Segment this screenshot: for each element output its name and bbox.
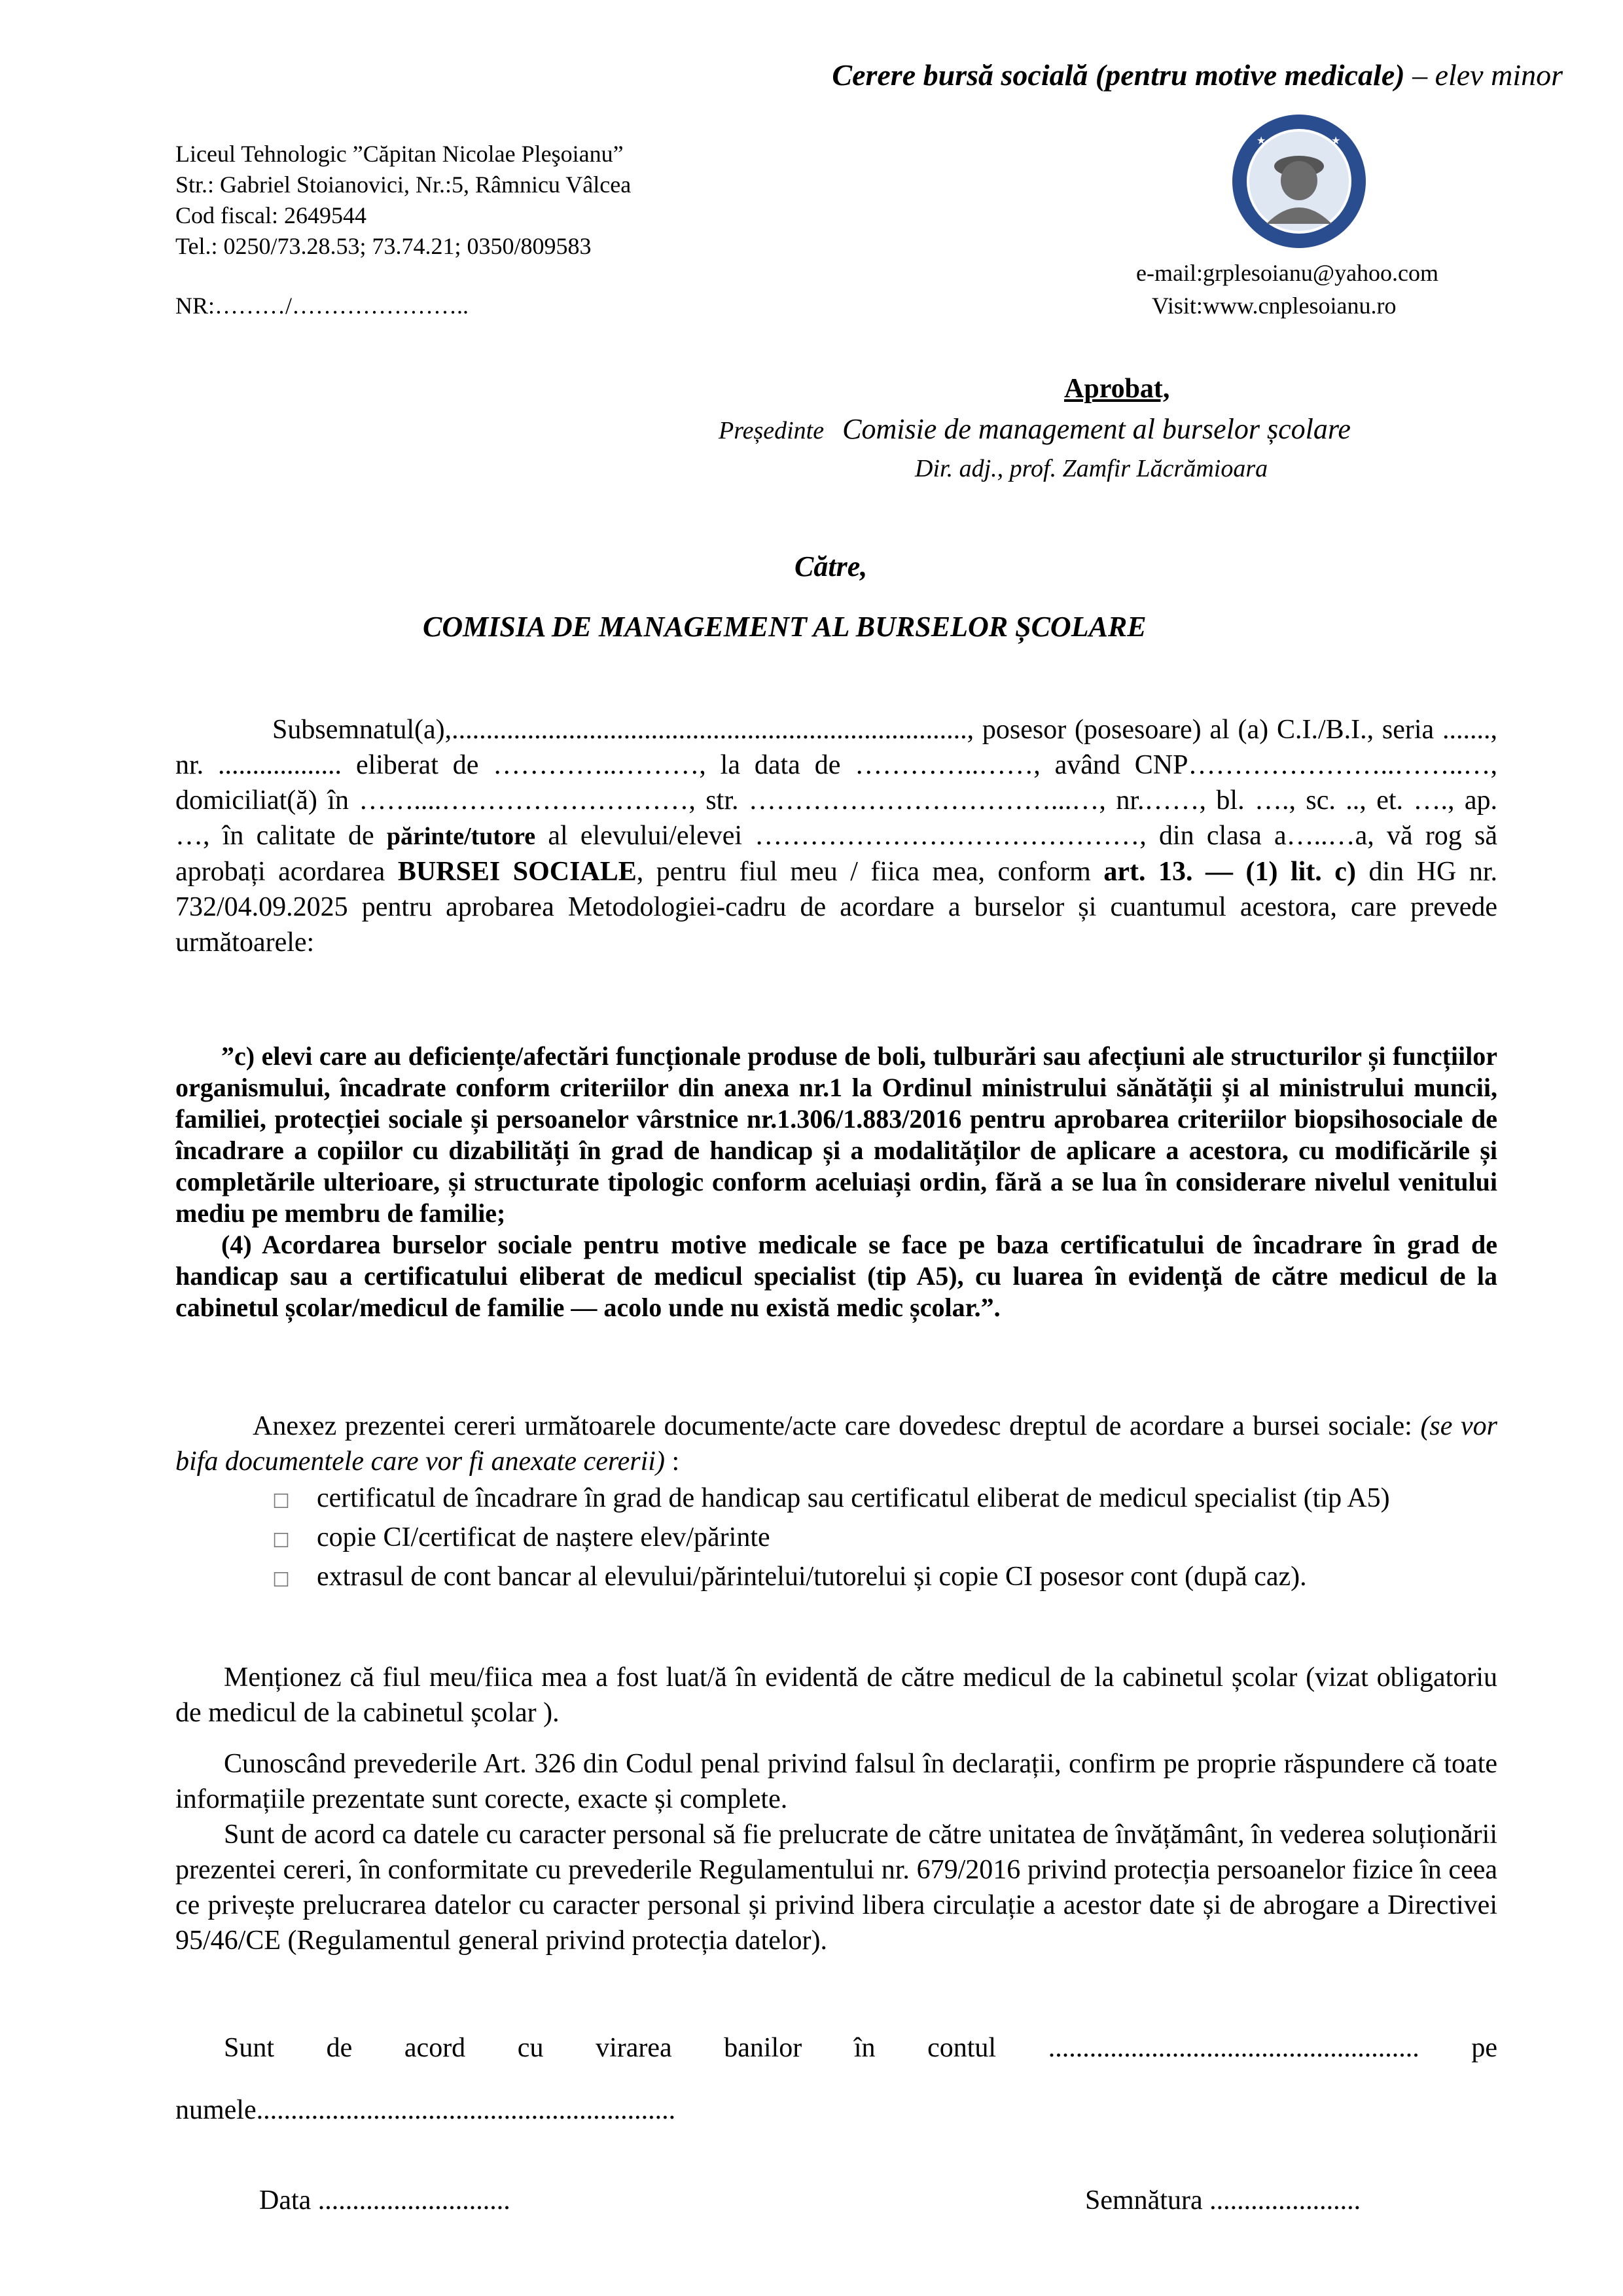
transfer-word: de [326,2033,353,2063]
gdpr-block [175,1817,1497,1958]
request-bursa: BURSEI SOCIALE [397,857,637,887]
checkbox-icon[interactable]: ☐ [272,1569,290,1592]
annex-colon: : [664,1446,680,1477]
school-crest-icon [1230,113,1368,250]
document-type-main: Cerere bursă socială (pentru motive medicale) [832,58,1405,92]
request-text-3: , pentru fiul meu / fiica mea, conform [636,857,1104,887]
annex-note: (se vor bifa documentele care vor fi anexate cererii) [175,1411,1497,1477]
checklist-item [272,1480,1503,1520]
school-fiscal-code: Cod fiscal: 2649544 [175,202,366,228]
request-role: părinte/tutore [386,823,536,850]
request-paragraph [175,712,1497,960]
medical-mention: Menționez că fiul meu/fiica mea a fost luat/ă în evidentă de către medicul de la cabinetul școlar (vizat obligatoriu de medicul de la cabinetul școlar ). [175,1662,1497,1728]
legal-quote [175,1041,1497,1323]
medical-mention-block [175,1660,1497,1731]
approval-name: Dir. adj., prof. Zamfir Lăcrămioara [915,455,1268,482]
transfer-word: Sunt [224,2033,275,2063]
annex-intro [175,1408,1497,1479]
transfer-word: virarea [596,2033,672,2063]
approval-commission: Comisie de management al burselor școlare [842,413,1351,445]
transfer-word-end: pe [1471,2033,1497,2063]
transfer-word: acord [404,2033,466,2063]
transfer-word: cu [517,2033,544,2063]
transfer-word: în [853,2033,876,2063]
annex-intro-text: Anexez prezentei cereri următoarele documente/acte care dovedesc dreptul de acordare a bursei sociale: [253,1411,1421,1441]
checklist-item [272,1520,1503,1559]
account-field[interactable]: ...................................................... [1048,2033,1419,2063]
document-type-dash: – [1404,58,1435,92]
date-field[interactable]: Data ............................ [259,2185,510,2215]
document-type-title [832,58,1563,92]
school-email: e-mail:grplesoianu@yahoo.com [1136,260,1439,286]
checkbox-icon[interactable]: ☐ [272,1490,290,1513]
quote-paragraph-4: (4) Acordarea burselor sociale pentru motive medicale se face pe baza certificatului de încadrare în grad de handicap sau a certificatului eliberat de medicul specialist (tip A5), cu luarea în evidență de către medicul de la cabinetul școlar/medicul de familie — acolo unde nu există medic școlar.”. [175,1230,1497,1322]
request-text-2: al elevului/elevei ……………………………………, din clasa a…..…a, vă rog să aprobați acordarea [175,821,1497,887]
gdpr-consent: Sunt de acord ca datele cu caracter personal să fie prelucrate de către unitatea de învățământ, în vederea soluționării prezentei cereri, în conformitate cu prevederile Regulamentului nr. 679/2016 privind protecția persoanelor fizice în ceea ce privește prelucrarea datelor cu caracter personal și privind libera circulație a acestor date și de abrogare a Directivei 95/46/CE (Regulamentul general privind protecția datelor). [175,1820,1497,1956]
annex-checklist [272,1480,1503,1598]
approval-role: Președinte [719,417,825,444]
school-website: Visit:www.cnplesoianu.ro [1152,293,1397,319]
transfer-word: contul [927,2033,997,2063]
request-text-4: din HG nr. 732/04.09.2025 pentru aprobarea Metodologiei-cadru de acordare a burselor și cuantumul acestora, care prevede următoarele: [175,857,1497,958]
declaration-block [175,1746,1497,1817]
request-article: art. 13. — (1) lit. c) [1103,857,1356,887]
registration-number-field: NR:………/………………….. [175,293,469,319]
bank-transfer-line [175,2030,1497,2066]
request-text-1: Subsemnatul(a),..........................................................................., posesor (posesoare) al (a) C.I./B.I., seria ......., nr. .................. eliberat de …………..………, la data de …………..……, având CNP…………………..……..…, domiciliat(ă) în ……....………………………, str. ……………………………...…, nr.……, bl. …., sc. .., et. …., ap. …, în calitate de [175,715,1497,851]
recipient-label: Către, [794,550,868,583]
recipient-name: COMISIA DE MANAGEMENT AL BURSELOR ȘCOLARE [423,611,1147,643]
checkbox-icon[interactable]: ☐ [272,1530,290,1552]
checklist-item-label: copie CI/certificat de naștere elev/părinte [317,1522,770,1552]
declaration-statement: Cunoscând prevederile Art. 326 din Codul penal privind falsul în declarații, confirm pe proprie răspundere că toate informațiile prezentate sunt corecte, exacte și complete. [175,1749,1497,1814]
signature-field[interactable]: Semnătura ...................... [1085,2185,1361,2215]
quote-letter-c: ”c) elevi care au deficiențe/afectări funcționale produse de boli, tulburări sau afecțiuni ale structurilor și funcțiilor organismului, încadrate conform criteriilor din anexa nr.1 la Ordinul ministrului sănătății și al ministrului muncii, familiei, protecției sociale și persoanelor vârstnice nr.1.306/1.883/2016 pentru aprobarea criteriilor biopsihosociale de încadrare a copiilor cu dizabilități în grad de handicap și a modalităților de aplicare a acestora, cu modificările și completările ulterioare, și structurate tipologic conform aceluiași ordin, fără a se lua în considerare nivelul venitului mediu pe membru de familie; [175,1041,1497,1228]
school-header [175,139,631,262]
svg-text:★: ★ [1331,134,1341,147]
school-name: Liceul Tehnologic ”Căpitan Nicolae Pleşoianu” [175,141,624,167]
checklist-item-label: extrasul de cont bancar al elevului/părintelui/tutorelui și copie CI posesor cont (după caz). [317,1562,1307,1592]
approval-line [719,412,1351,446]
transfer-word: banilor [724,2033,802,2063]
document-type-subject: elev minor [1435,58,1563,92]
svg-text:★: ★ [1257,134,1266,147]
account-holder-name-field[interactable]: numele............................................................. [175,2095,676,2125]
checklist-item [272,1559,1503,1598]
checklist-item-label: certificatul de încadrare în grad de handicap sau certificatul eliberat de medicul specialist (tip A5) [317,1483,1390,1513]
school-phone: Tel.: 0250/73.28.53; 73.74.21; 0350/809583 [175,233,592,259]
school-address: Str.: Gabriel Stoianovici, Nr.:5, Râmnicu Vâlcea [175,171,632,198]
approval-title: Aprobat, [1064,374,1170,404]
